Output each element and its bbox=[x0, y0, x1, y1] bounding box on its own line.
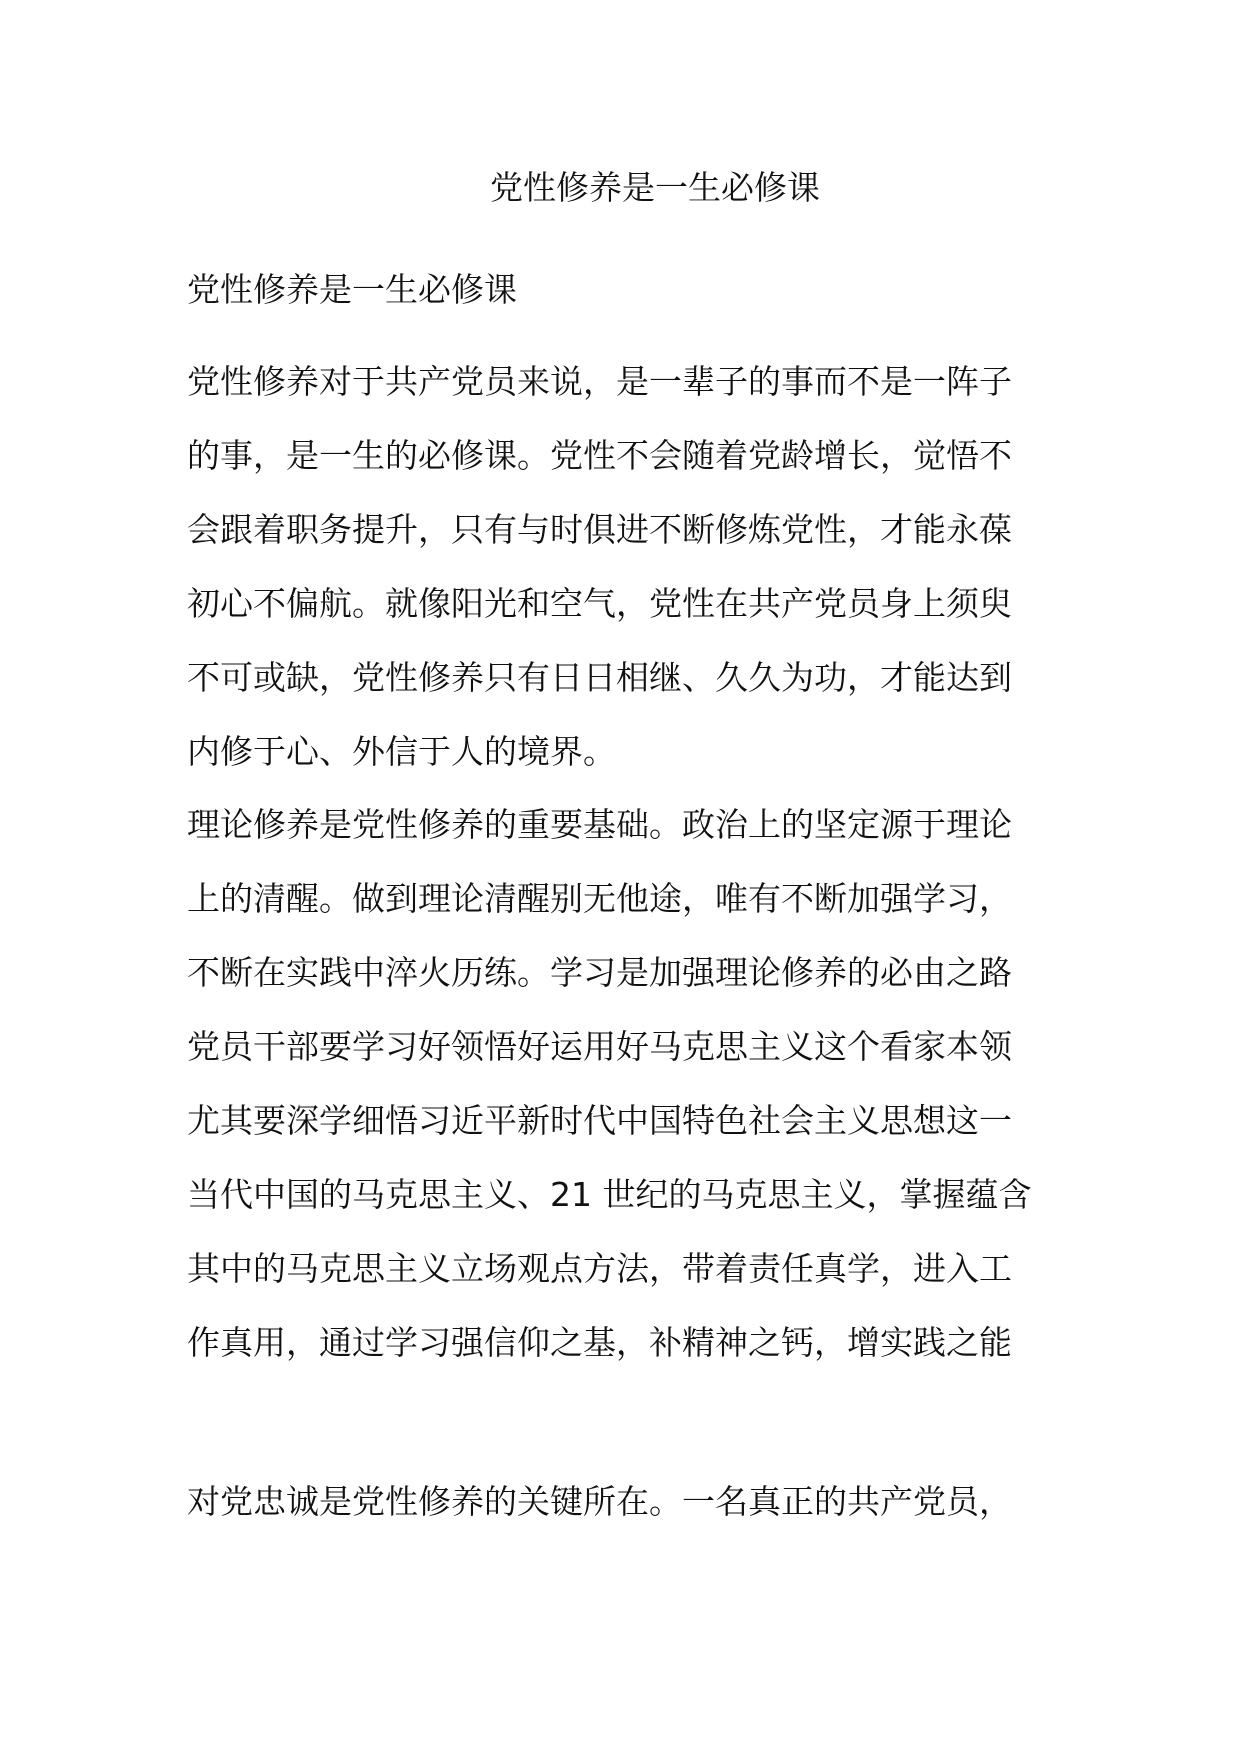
document-title: 党性修养是一生必修课 bbox=[490, 168, 820, 207]
paragraph-line: 其中的马克思主义立场观点方法，带着责任真学，进入工 bbox=[187, 1249, 1012, 1288]
paragraph-line: 会跟着职务提升，只有与时俱进不断修炼党性，才能永葆 bbox=[187, 510, 1012, 549]
paragraph-line: 不断在实践中淬火历练。学习是加强理论修养的必由之路 bbox=[187, 953, 1012, 992]
paragraph-line: 作真用，通过学习强信仰之基，补精神之钙，增实践之能 bbox=[187, 1323, 1012, 1362]
paragraph-line: 理论修养是党性修养的重要基础。政治上的坚定源于理论 bbox=[187, 805, 1012, 844]
paragraph-line: 不可或缺，党性修养只有日日相继、久久为功，才能达到 bbox=[187, 658, 1012, 697]
paragraph-line: 党员干部要学习好领悟好运用好马克思主义这个看家本领 bbox=[187, 1027, 1012, 1066]
paragraph-loyalty bbox=[187, 1465, 1047, 1539]
paragraph-theory bbox=[187, 788, 1047, 1380]
paragraph-line: 党性修养对于共产党员来说，是一辈子的事而不是一阵子 bbox=[187, 362, 1012, 401]
paragraph-party-spirit bbox=[187, 345, 1047, 789]
paragraph-line: 当代中国的马克思主义、21 世纪的马克思主义，掌握蕴含 bbox=[187, 1175, 1032, 1214]
paragraph-line: 的事，是一生的必修课。党性不会随着党龄增长，觉悟不 bbox=[187, 436, 1012, 475]
paragraph-line: 对党忠诚是党性修养的关键所在。一名真正的共产党员， bbox=[187, 1482, 1012, 1521]
paragraph-line: 内修于心、外信于人的境界。 bbox=[187, 732, 616, 771]
paragraph-line: 尤其要深学细悟习近平新时代中国特色社会主义思想这一 bbox=[187, 1101, 1012, 1140]
document-subtitle: 党性修养是一生必修课 bbox=[187, 270, 517, 309]
paragraph-line: 上的清醒。做到理论清醒别无他途，唯有不断加强学习， bbox=[187, 879, 1012, 918]
paragraph-line: 初心不偏航。就像阳光和空气，党性在共产党员身上须臾 bbox=[187, 584, 1012, 623]
